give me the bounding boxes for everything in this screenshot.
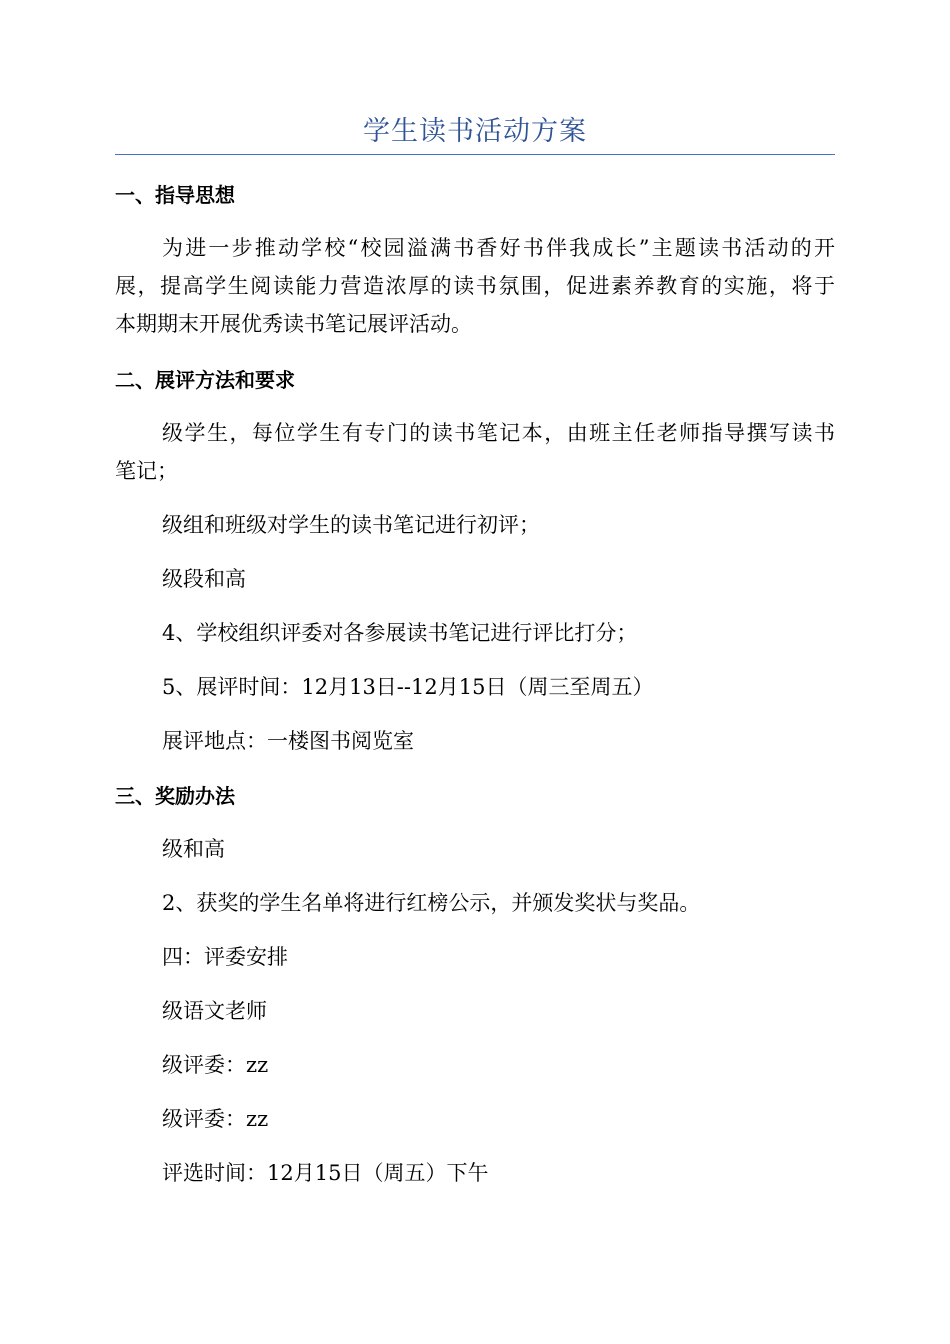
list-item: 5、展评时间：12月13日--12月15日（周三至周五） [162, 675, 654, 699]
document-title: 学生读书活动方案 [363, 116, 587, 147]
list-item: 四：评委安排 [162, 945, 288, 969]
list-item: 展评地点：一楼图书阅览室 [162, 729, 414, 753]
list-item: 级评委：zz [162, 1053, 269, 1077]
section-heading-evaluation-methods: 二、展评方法和要求 [115, 368, 295, 392]
list-item-continuation: 笔记； [115, 459, 178, 483]
paragraph-line: 为进一步推动学校“校园溢满书香好书伴我成长”主题读书活动的开 [162, 236, 835, 260]
title-underline [115, 154, 835, 155]
list-item: 级组和班级对学生的读书笔记进行初评； [162, 513, 540, 537]
list-item: 级和高 [162, 837, 225, 861]
list-item: 评选时间：12月15日（周五）下午 [162, 1161, 489, 1185]
list-item: 级学生，每位学生有专门的读书笔记本，由班主任老师指导撰写读书 [162, 421, 835, 445]
paragraph-line: 展，提高学生阅读能力营造浓厚的读书氛围，促进素养教育的实施，将于 [115, 274, 835, 298]
section-heading-rewards: 三、奖励办法 [115, 784, 235, 808]
paragraph-line: 本期期末开展优秀读书笔记展评活动。 [115, 312, 472, 336]
section-heading-guiding-ideology: 一、指导思想 [115, 183, 235, 207]
list-item: 级评委：zz [162, 1107, 269, 1131]
list-item: 2、获奖的学生名单将进行红榜公示，并颁发奖状与奖品。 [162, 891, 701, 915]
list-item: 级语文老师 [162, 999, 267, 1023]
list-item: 级段和高 [162, 567, 246, 591]
list-item: 4、学校组织评委对各参展读书笔记进行评比打分； [162, 621, 638, 645]
